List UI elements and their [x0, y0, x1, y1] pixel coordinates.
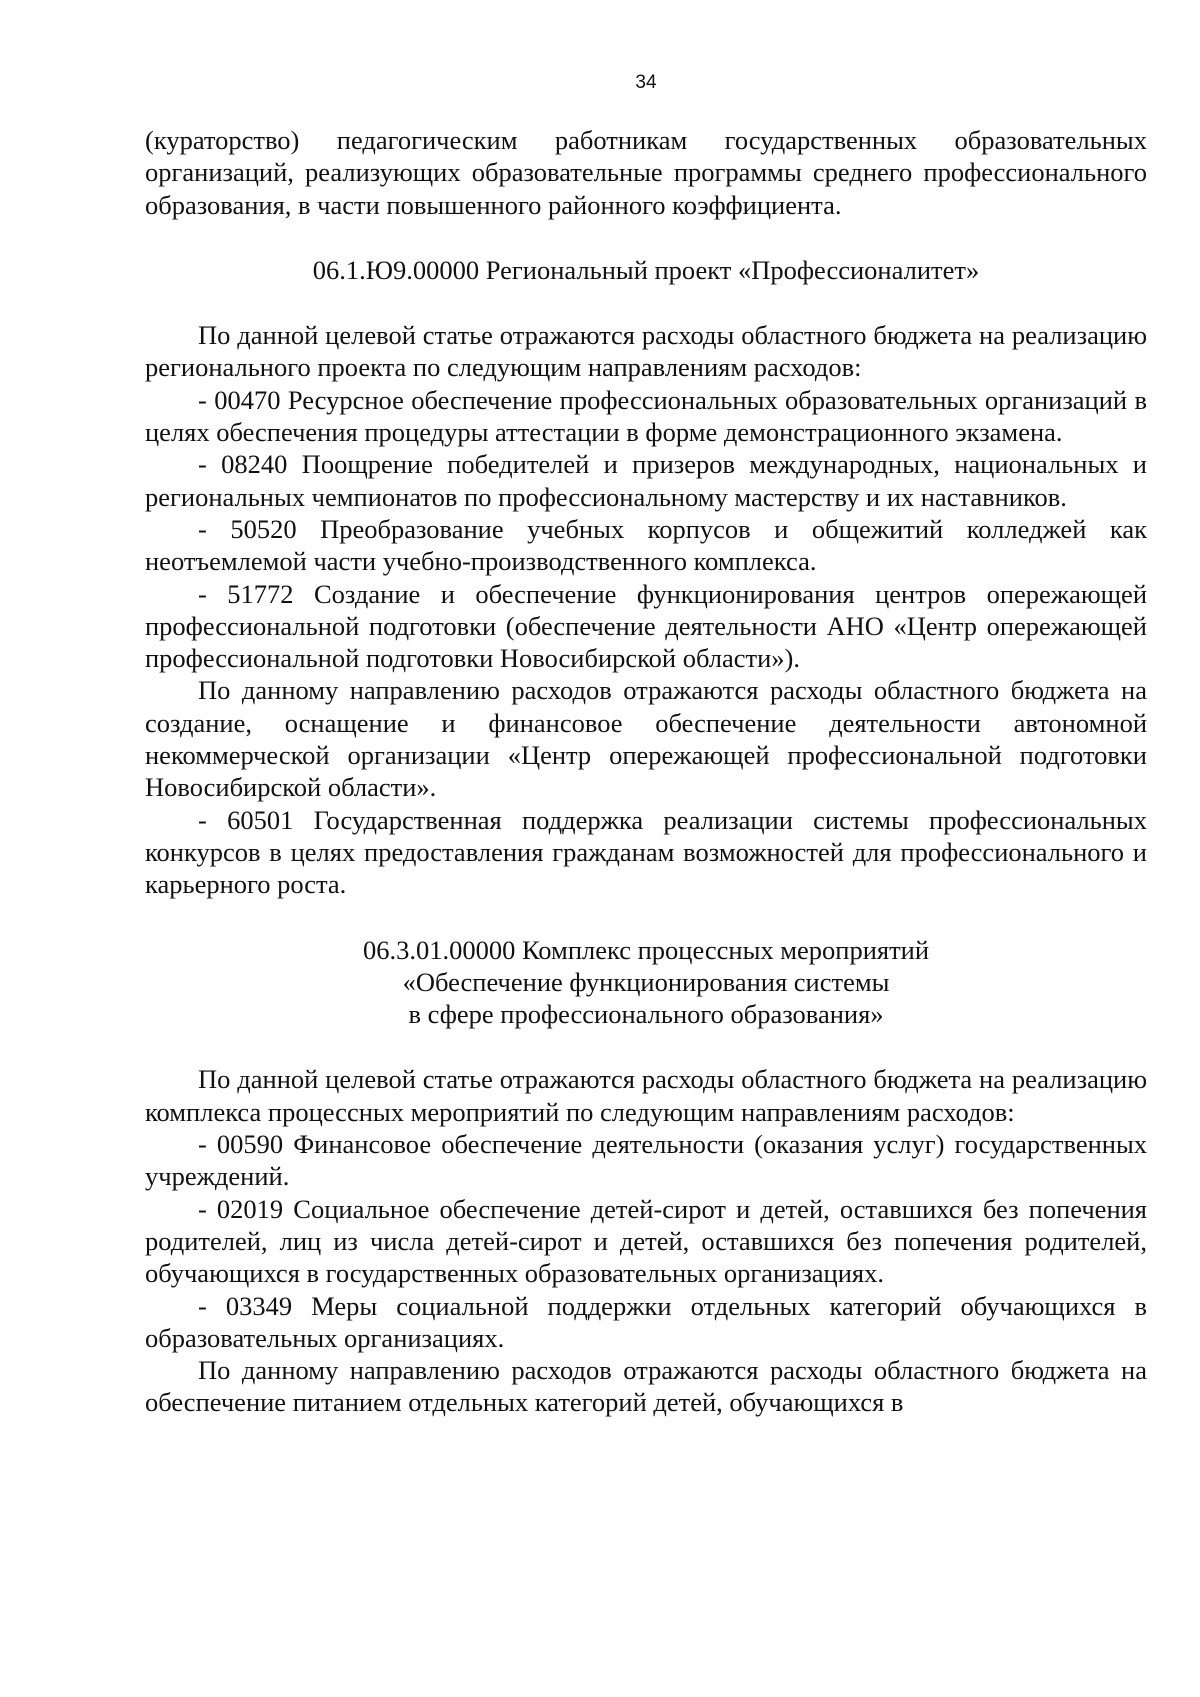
list-item-00470: - 00470 Ресурсное обеспечение профессиональных образовательных организаций в целях обеспечения процедуры аттестации в форме демонстрационного экзамена.	[145, 384, 1147, 448]
heading-line-2: «Обеспечение функционирования системы	[402, 966, 890, 997]
paragraph-intro-regional: По данной целевой статье отражаются расходы областного бюджета на реализацию регионального проекта по следующим направлениям расходов:	[145, 320, 1147, 383]
section-heading-regional-project: 06.1.Ю9.00000 Региональный проект «Профессионалитет»	[312, 254, 980, 285]
paragraph-51772-details: По данному направлению расходов отражаются расходы областного бюджета на создание, оснащение и финансовое обеспечение деятельности автономной некоммерческой организации «Центр опережающей профессиональной подготовки Новосибирской области».	[145, 675, 1147, 803]
paragraph-continuation: (кураторство) педагогическим работникам государственных образовательных организаций, реализующих образовательные программы среднего профессионального образования, в части повышенного районного коэффициента.	[145, 125, 1147, 220]
list-item-50520: - 50520 Преобразование учебных корпусов и общежитий колледжей как неотъемлемой части учебно-производственного комплекса.	[145, 513, 1147, 577]
list-item-60501: - 60501 Государственная поддержка реализации системы профессиональных конкурсов в целях предоставления гражданам возможностей для профессионального и карьерного роста.	[145, 804, 1147, 900]
heading-line-3: в сфере профессионального образования»	[408, 999, 884, 1030]
list-item-02019: - 02019 Социальное обеспечение детей-сирот и детей, оставшихся без попечения родителей, лиц из числа детей-сирот и детей, оставшихся без попечения родителей, обучающихся в государственных образовательных организациях.	[145, 1193, 1147, 1289]
list-item-03349: - 03349 Меры социальной поддержки отдельных категорий обучающихся в образовательных организациях.	[145, 1290, 1147, 1353]
list-item-00590: - 00590 Финансовое обеспечение деятельности (оказания услуг) государственных учреждений.	[145, 1129, 1147, 1192]
page-number: 34	[635, 72, 657, 93]
paragraph-intro-process: По данной целевой статье отражаются расходы областного бюджета на реализацию комплекса процессных мероприятий по следующим направлениям расходов:	[145, 1064, 1147, 1127]
paragraph-03349-details: По данному направлению расходов отражаются расходы областного бюджета на обеспечение питанием отдельных категорий детей, обучающихся в	[145, 1355, 1147, 1418]
heading-line-1: 06.3.01.00000 Комплекс процессных мероприятий	[362, 934, 930, 965]
list-item-08240: - 08240 Поощрение победителей и призеров международных, национальных и региональных чемпионатов по профессиональному мастерству и их наставников.	[145, 449, 1147, 512]
section-heading-process-complex	[145, 934, 1147, 1031]
list-item-51772: - 51772 Создание и обеспечение функционирования центров опережающей профессиональной подготовки (обеспечение деятельности АНО «Центр опережающей профессиональной подготовки Новосибирской области»).	[145, 578, 1147, 674]
document-body	[145, 124, 1147, 1419]
